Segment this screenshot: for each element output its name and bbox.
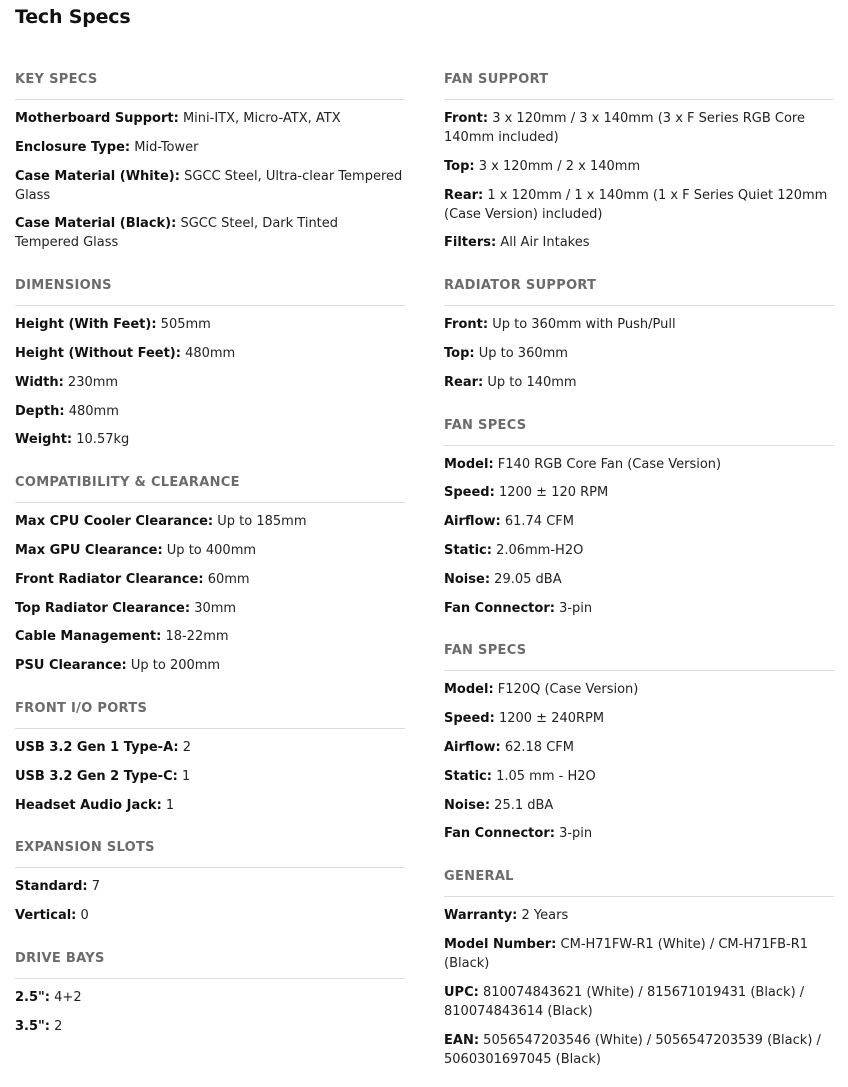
spec-label: Top: xyxy=(444,345,475,361)
spec-row xyxy=(15,877,405,896)
spec-label: Model Number: xyxy=(444,936,557,952)
spec-row xyxy=(15,167,405,205)
spec-row xyxy=(15,512,405,531)
spec-row xyxy=(15,315,405,334)
spec-row xyxy=(444,709,834,728)
spec-row xyxy=(15,373,405,392)
spec-label: PSU Clearance: xyxy=(15,658,127,674)
section-title: EXPANSION SLOTS xyxy=(15,840,405,868)
spec-value: 810074843621 (White) / 815671019431 (Black) / 810074843614 (Black) xyxy=(444,984,805,1019)
section-title: DRIVE BAYS xyxy=(15,951,405,979)
spec-section-dimensions xyxy=(15,278,405,449)
spec-value: 18-22mm xyxy=(165,629,229,645)
spec-value: 480mm xyxy=(68,403,119,419)
spec-row xyxy=(15,767,405,786)
spec-label: Airflow: xyxy=(444,739,501,755)
spec-label: Fan Connector: xyxy=(444,600,555,616)
spec-value: 2 Years xyxy=(521,908,569,924)
spec-row xyxy=(444,344,834,363)
spec-label: Headset Audio Jack: xyxy=(15,797,162,813)
spec-row xyxy=(444,186,834,224)
spec-section-radiator-support xyxy=(444,278,834,392)
spec-row xyxy=(15,570,405,589)
spec-value: 3-pin xyxy=(559,600,593,616)
spec-label: Model: xyxy=(444,682,494,698)
spec-value: Up to 200mm xyxy=(130,658,221,674)
section-title: FAN SPECS xyxy=(444,643,834,671)
spec-row xyxy=(444,983,834,1021)
spec-section-fan-specs xyxy=(444,418,834,618)
spec-label: Depth: xyxy=(15,403,65,419)
right-column xyxy=(444,72,834,1078)
spec-value: 5056547203546 (White) / 5056547203539 (Black) / 5060301697045 (Black) xyxy=(444,1032,821,1067)
spec-row xyxy=(444,483,834,502)
spec-row xyxy=(444,455,834,474)
spec-label: Rear: xyxy=(444,374,484,390)
spec-row xyxy=(444,796,834,815)
spec-label: Height (With Feet): xyxy=(15,317,157,333)
spec-section-fan-specs xyxy=(444,643,834,843)
spec-row xyxy=(15,344,405,363)
spec-row xyxy=(15,988,405,1007)
spec-value: 1200 ± 120 RPM xyxy=(498,485,609,501)
spec-value: SGCC Steel, Dark Tinted Tempered Glass xyxy=(15,216,339,251)
spec-value: SGCC Steel, Ultra-clear Tempered Glass xyxy=(15,168,403,203)
spec-value: 2 xyxy=(54,1018,63,1034)
section-title: GENERAL xyxy=(444,869,834,897)
spec-row xyxy=(15,430,405,449)
spec-value: Mid-Tower xyxy=(134,139,199,155)
section-title: KEY SPECS xyxy=(15,72,405,100)
spec-label: Fan Connector: xyxy=(444,826,555,842)
spec-value: 3 x 120mm / 3 x 140mm (3 x F Series RGB Core 140mm included) xyxy=(444,111,805,145)
spec-row xyxy=(444,767,834,786)
spec-row xyxy=(15,109,405,128)
spec-value: 2.06mm-H2O xyxy=(496,542,584,558)
spec-value: 1200 ± 240RPM xyxy=(498,711,605,727)
left-column xyxy=(15,72,405,1046)
spec-label: EAN: xyxy=(444,1032,480,1048)
spec-value: 505mm xyxy=(160,317,211,333)
spec-label: Weight: xyxy=(15,432,73,448)
spec-value: F140 RGB Core Fan (Case Version) xyxy=(497,456,722,472)
spec-label: Speed: xyxy=(444,485,495,501)
spec-label: Cable Management: xyxy=(15,629,162,645)
spec-value: 29.05 dBA xyxy=(494,571,562,587)
spec-label: Case Material (Black): xyxy=(15,216,177,232)
spec-value: 480mm xyxy=(185,345,236,361)
spec-row xyxy=(15,738,405,757)
spec-row xyxy=(15,214,405,252)
spec-section-drive-bays xyxy=(15,951,405,1036)
spec-label: Top Radiator Clearance: xyxy=(15,600,191,616)
spec-row xyxy=(15,1017,405,1036)
spec-section-key-specs xyxy=(15,72,405,252)
spec-label: Warranty: xyxy=(444,908,518,924)
spec-label: Static: xyxy=(444,542,492,558)
spec-value: 61.74 CFM xyxy=(504,514,574,530)
spec-value: 1 x 120mm / 1 x 140mm (1 x F Series Quiet 120mm (Case Version) included) xyxy=(444,187,828,222)
spec-section-compatibility-clearance xyxy=(15,475,405,675)
section-title: FAN SPECS xyxy=(444,418,834,446)
spec-label: USB 3.2 Gen 1 Type-A: xyxy=(15,739,179,755)
spec-row xyxy=(444,541,834,560)
spec-value: 25.1 dBA xyxy=(494,797,554,813)
spec-label: Height (Without Feet): xyxy=(15,345,181,361)
section-title: RADIATOR SUPPORT xyxy=(444,278,834,306)
spec-label: Motherboard Support: xyxy=(15,111,179,126)
spec-label: Top: xyxy=(444,158,475,174)
spec-row xyxy=(15,541,405,560)
spec-label: Standard: xyxy=(15,879,88,895)
spec-label: Max CPU Cooler Clearance: xyxy=(15,514,214,530)
spec-row xyxy=(444,738,834,757)
spec-label: Enclosure Type: xyxy=(15,139,131,155)
spec-value: Up to 360mm xyxy=(478,345,568,361)
spec-section-fan-support xyxy=(444,72,834,252)
section-title: DIMENSIONS xyxy=(15,278,405,306)
spec-value: 4+2 xyxy=(54,989,82,1005)
spec-label: Front: xyxy=(444,317,489,333)
section-title: FRONT I/O PORTS xyxy=(15,701,405,729)
spec-label: Front: xyxy=(444,111,489,126)
spec-row xyxy=(444,824,834,843)
spec-value: 1.05 mm - H2O xyxy=(496,768,596,784)
spec-label: Airflow: xyxy=(444,514,501,530)
spec-label: Front Radiator Clearance: xyxy=(15,571,204,587)
spec-label: 3.5": xyxy=(15,1018,51,1034)
spec-label: Static: xyxy=(444,768,492,784)
spec-row xyxy=(444,935,834,973)
spec-label: Speed: xyxy=(444,711,495,727)
spec-row xyxy=(15,599,405,618)
spec-label: Filters: xyxy=(444,235,497,251)
spec-row xyxy=(444,233,834,252)
spec-row xyxy=(15,656,405,675)
spec-label: Vertical: xyxy=(15,908,77,924)
spec-label: Rear: xyxy=(444,187,484,203)
spec-row xyxy=(15,627,405,646)
spec-value: Up to 400mm xyxy=(166,542,257,558)
spec-value: Up to 360mm with Push/Pull xyxy=(492,317,676,333)
spec-label: Case Material (White): xyxy=(15,168,180,184)
spec-value: 7 xyxy=(91,879,101,895)
spec-row xyxy=(15,138,405,157)
spec-value: 62.18 CFM xyxy=(504,739,574,755)
spec-value: 60mm xyxy=(207,571,250,587)
spec-value: Up to 185mm xyxy=(217,514,307,530)
spec-value: 3-pin xyxy=(559,826,593,842)
spec-row xyxy=(15,796,405,815)
spec-value: 3 x 120mm / 2 x 140mm xyxy=(478,158,641,174)
spec-row xyxy=(15,906,405,925)
spec-row xyxy=(444,906,834,925)
spec-label: Max GPU Clearance: xyxy=(15,542,163,558)
page-title: Tech Specs xyxy=(15,6,131,28)
spec-row xyxy=(15,402,405,421)
spec-label: Noise: xyxy=(444,571,491,587)
spec-row xyxy=(444,373,834,392)
spec-row xyxy=(444,570,834,589)
spec-section-front-i-o-ports xyxy=(15,701,405,815)
section-title: FAN SUPPORT xyxy=(444,72,834,100)
spec-value: CM-H71FW-R1 (White) / CM-H71FB-R1 (Black) xyxy=(444,936,809,971)
spec-value: 1 xyxy=(181,768,191,784)
spec-section-general xyxy=(444,869,834,1068)
spec-value: F120Q (Case Version) xyxy=(497,682,639,698)
spec-label: 2.5": xyxy=(15,989,51,1005)
spec-value: All Air Intakes xyxy=(500,235,590,251)
spec-label: Noise: xyxy=(444,797,491,813)
spec-row xyxy=(444,512,834,531)
spec-label: USB 3.2 Gen 2 Type-C: xyxy=(15,768,178,784)
spec-label: UPC: xyxy=(444,984,479,1000)
spec-value: 0 xyxy=(80,908,89,924)
spec-label: Width: xyxy=(15,374,64,390)
spec-section-expansion-slots xyxy=(15,840,405,925)
spec-value: 2 xyxy=(182,739,191,755)
spec-label: Model: xyxy=(444,456,494,472)
spec-row xyxy=(444,1031,834,1069)
spec-row xyxy=(444,599,834,618)
spec-row xyxy=(444,680,834,699)
spec-value: 230mm xyxy=(67,374,119,390)
spec-row xyxy=(444,315,834,334)
spec-row xyxy=(444,109,834,147)
spec-value: 30mm xyxy=(194,600,237,616)
section-title: COMPATIBILITY & CLEARANCE xyxy=(15,475,405,503)
spec-row xyxy=(444,157,834,176)
spec-value: 10.57kg xyxy=(76,432,130,448)
spec-value: 1 xyxy=(165,797,175,813)
spec-value: Up to 140mm xyxy=(487,374,577,390)
spec-value: Mini-ITX, Micro-ATX, ATX xyxy=(182,111,341,126)
